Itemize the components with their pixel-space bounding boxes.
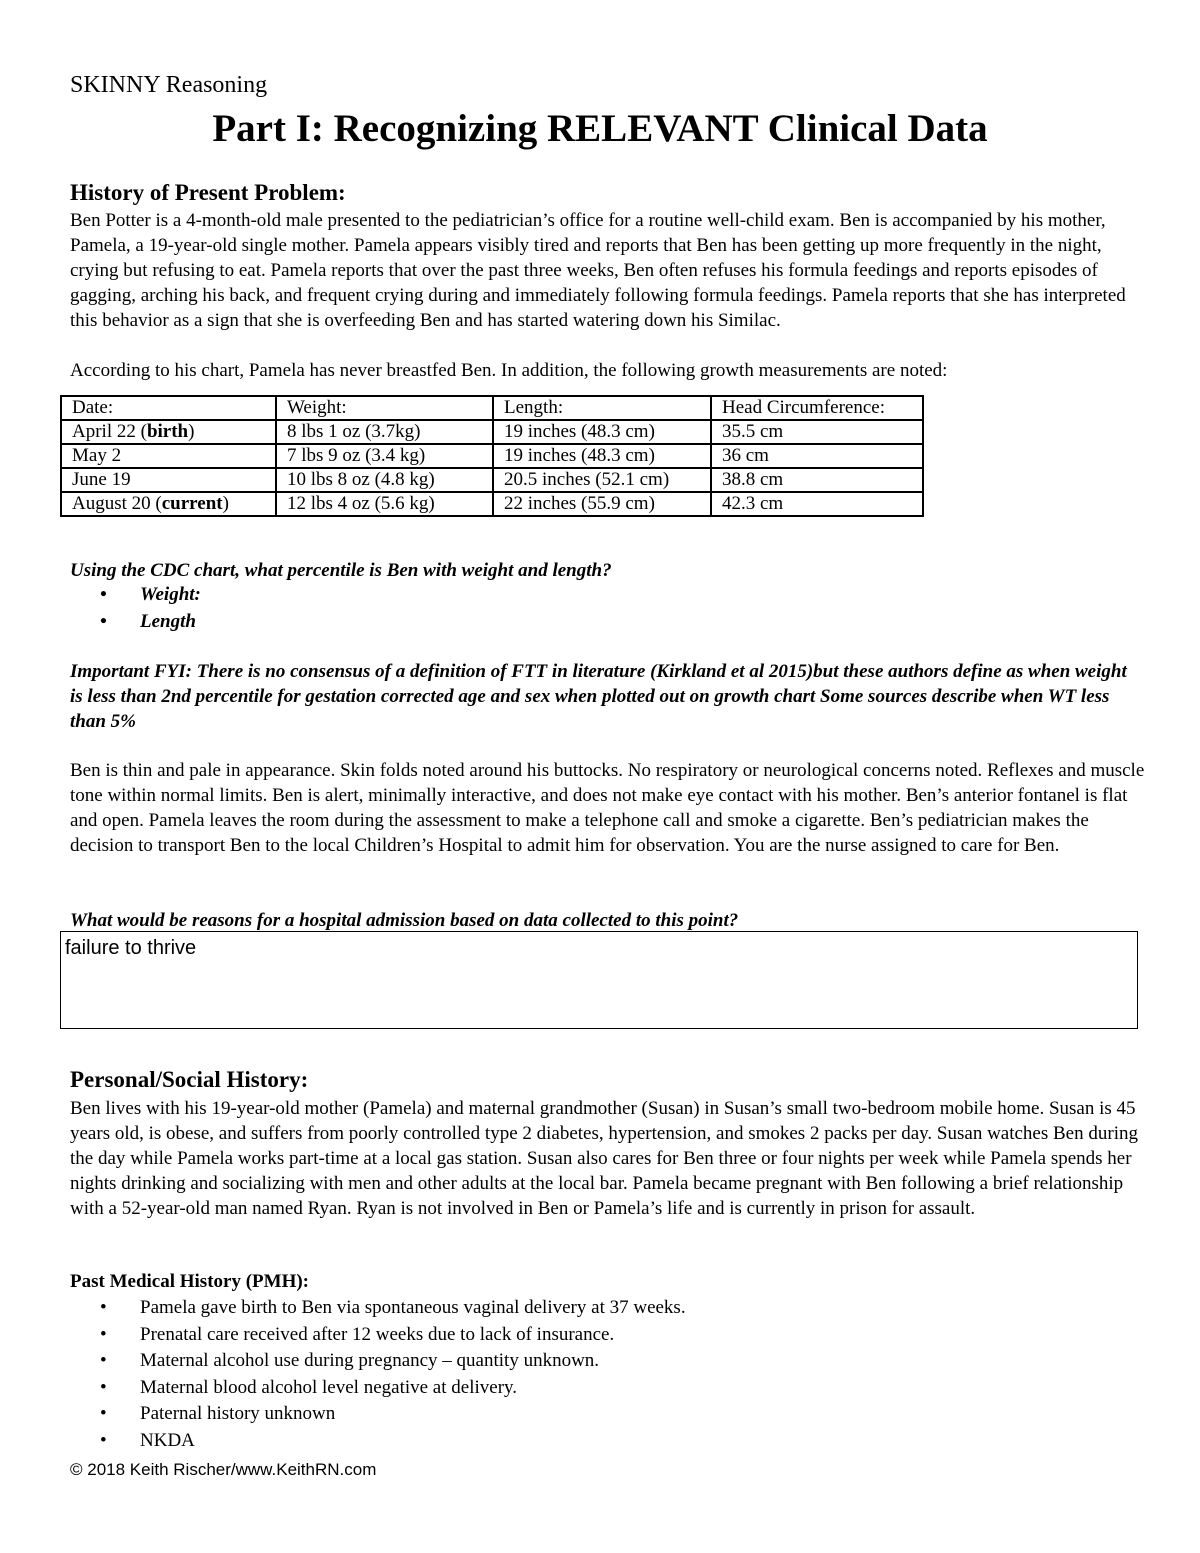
list-item: • Length — [100, 609, 201, 636]
pmh-heading: Past Medical History (PMH): — [70, 1271, 310, 1292]
admission-answer-field[interactable] — [60, 931, 1138, 1029]
cell-weight: 12 lbs 4 oz (5.6 kg) — [276, 492, 493, 516]
bullet-icon: • — [100, 610, 107, 632]
cell-length: 22 inches (55.9 cm) — [493, 492, 711, 516]
bullet-icon: • — [100, 1429, 107, 1451]
cell-weight: 7 lbs 9 oz (3.4 kg) — [276, 444, 493, 468]
social-paragraph: Ben lives with his 19-year-old mother (Pamela) and maternal grandmother (Susan) in Susan’s small two-bedroom mobile home. Susan is 45 years old, is obese, and suffers from poorly controlled type 2 diabetes, hypertension, and smokes 2 packs per day. Susan watches Ben during the day while Pamela works part-time at a local gas station. Susan also cares for Ben three or four nights per week while Pamela spends her nights drinking and socializing with men and other adults at the local bar. Pamela became pregnant with Ben following a brief relationship with a 52-year-old man named Ryan. Ryan is not involved in Ben or Pamela’s life and is currently in prison for assault. — [70, 1098, 1138, 1219]
cell-weight: 8 lbs 1 oz (3.7kg) — [276, 420, 493, 444]
bullet-icon: • — [100, 1350, 107, 1371]
bullet-icon: • — [100, 584, 107, 605]
growth-table — [60, 395, 924, 517]
header-date: Date: — [61, 396, 276, 420]
cdc-question-list — [100, 582, 201, 635]
bullet-icon: • — [100, 1323, 107, 1345]
cell-length: 19 inches (48.3 cm) — [493, 420, 711, 444]
table-header-row — [61, 396, 923, 420]
bullet-icon: • — [100, 1297, 107, 1318]
list-item: • NKDA — [100, 1428, 686, 1455]
table-row — [61, 444, 923, 468]
cell-date: August 20 (current) — [61, 492, 276, 516]
history-heading: History of Present Problem: — [70, 180, 346, 205]
header-length: Length: — [493, 396, 711, 420]
cell-date: May 2 — [61, 444, 276, 468]
social-heading: Personal/Social History: — [70, 1067, 309, 1092]
cell-head: 38.8 cm — [711, 468, 923, 492]
cell-date: June 19 — [61, 468, 276, 492]
list-item: • Paternal history unknown — [100, 1401, 686, 1428]
table-row — [61, 420, 923, 444]
bullet-icon: • — [100, 1403, 107, 1424]
admission-question: What would be reasons for a hospital admission based on data collected to this point? — [70, 910, 739, 931]
list-item: • Maternal blood alcohol level negative at delivery. — [100, 1375, 686, 1402]
cell-head: 36 cm — [711, 444, 923, 468]
pmh-list — [100, 1295, 686, 1454]
list-item: • Prenatal care received after 12 weeks due to lack of insurance. — [100, 1322, 686, 1349]
document-kicker: SKINNY Reasoning — [70, 72, 268, 98]
list-item: • Maternal alcohol use during pregnancy – quantity unknown. — [100, 1348, 686, 1375]
cell-head: 42.3 cm — [711, 492, 923, 516]
cell-length: 19 inches (48.3 cm) — [493, 444, 711, 468]
list-item: • Pamela gave birth to Ben via spontaneous vaginal delivery at 37 weeks. — [100, 1295, 686, 1322]
fyi-note: Important FYI: There is no consensus of a definition of FTT in literature (Kirkland et al 2015)but these authors define as when weight is less than 2nd percentile for gestation corrected age and sex when plotted out on growth chart Some sources describe when WT less than 5% — [70, 661, 1127, 732]
assessment-paragraph: Ben is thin and pale in appearance. Skin folds noted around his buttocks. No respiratory or neurological concerns noted. Reflexes and muscle tone within normal limits. Ben is alert, minimally interactive, and does not make eye contact with his mother. Ben’s anterior fontanel is flat and open. Pamela leaves the room during the assessment to make a telephone call and smoke a cigarette. Ben’s pediatrician makes the decision to transport Ben to the local Children’s Hospital to admit him for observation. You are the nurse assigned to care for Ben. — [70, 760, 1145, 856]
admission-answer-text: failure to thrive — [65, 937, 197, 959]
table-row — [61, 492, 923, 516]
cell-head: 35.5 cm — [711, 420, 923, 444]
cdc-question: Using the CDC chart, what percentile is Ben with weight and length? — [70, 560, 612, 581]
table-row — [61, 468, 923, 492]
list-item: • Weight: — [100, 582, 201, 609]
document-title: Part I: Recognizing RELEVANT Clinical Data — [212, 107, 988, 150]
cell-length: 20.5 inches (52.1 cm) — [493, 468, 711, 492]
chart-note: According to his chart, Pamela has never breastfed Ben. In addition, the following growth measurements are noted: — [70, 360, 948, 381]
bullet-icon: • — [100, 1376, 107, 1398]
copyright-footer: © 2018 Keith Rischer/www.KeithRN.com — [70, 1460, 377, 1479]
header-weight: Weight: — [276, 396, 493, 420]
cell-weight: 10 lbs 8 oz (4.8 kg) — [276, 468, 493, 492]
history-paragraph: Ben Potter is a 4-month-old male presented to the pediatrician’s office for a routine well-child exam. Ben is accompanied by his mother, Pamela, a 19-year-old single mother. Pamela appears visibly tired and reports that Ben has been getting up more frequently in the night, crying but refusing to eat. Pamela reports that over the past three weeks, Ben often refuses his formula feedings and reports episodes of gagging, arching his back, and frequent crying during and immediately following formula feedings. Pamela reports that she has interpreted this behavior as a sign that she is overfeeding Ben and has started watering down his Similac. — [70, 210, 1126, 331]
cell-date: April 22 (birth) — [61, 420, 276, 444]
header-head-circumference: Head Circumference: — [711, 396, 923, 420]
